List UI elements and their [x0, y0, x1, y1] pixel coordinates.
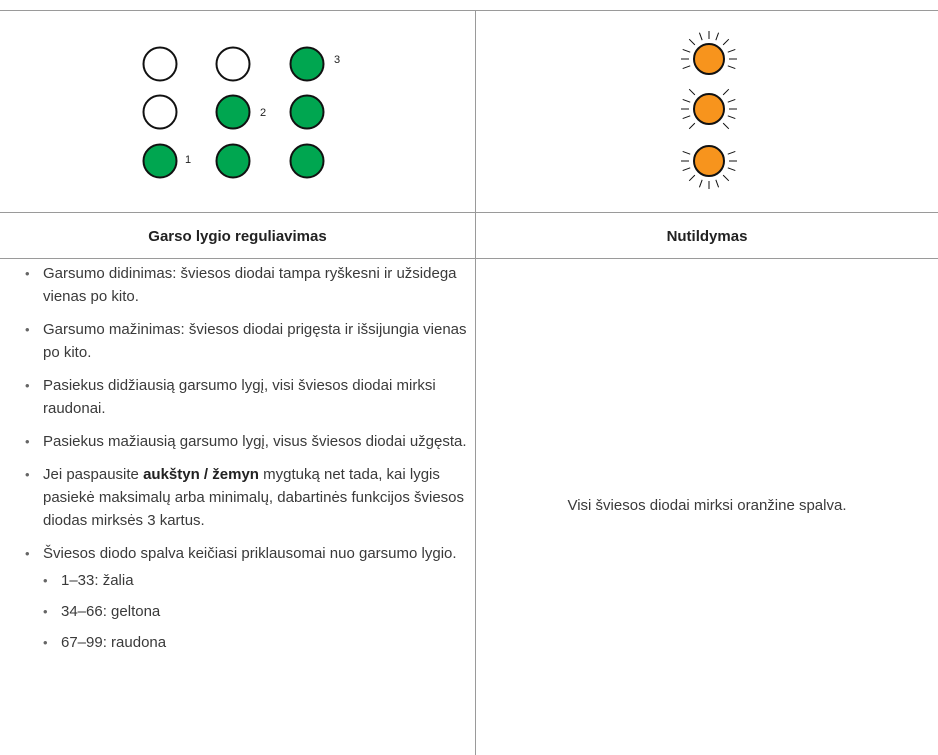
light-ray [689, 89, 695, 95]
light-ray [728, 99, 736, 102]
bullet-text-suffix: mygtuką net tada, kai lygis pasiekė maksimalų arba minimalų, dabartinės funkcijos šviesos diodas mirksės 3 kartus. [43, 466, 465, 529]
bullet-item: • Pasiekus mažiausią garsumo lygį, visus šviesos diodai užgęsta. [25, 430, 475, 453]
led-label-3: 3 [334, 54, 341, 66]
bullet-text-bold: aukštyn / žemyn [143, 466, 259, 483]
bullet-item: • Pasiekus didžiausią garsumo lygį, visi šviesos diodai mirksi raudonai. [25, 374, 475, 420]
led-label-1: 1 [185, 154, 192, 166]
bullet-item [25, 542, 475, 654]
light-ray [683, 66, 691, 69]
light-ray [728, 151, 736, 154]
header-mute: Nutildymas [666, 227, 748, 245]
led-label-2: 2 [260, 107, 267, 119]
volume-led-diagram [0, 11, 475, 212]
light-ray [699, 33, 702, 41]
mute-led-figure [476, 11, 938, 212]
light-ray [723, 89, 729, 95]
bullet-item: • Garsumo mažinimas: šviesos diodai prigęsta ir išsijungia vienas po kito. [25, 318, 475, 364]
bullet-item [25, 463, 475, 532]
header-bottom-border [0, 258, 938, 259]
led-r3c2 [217, 145, 250, 178]
led-r1c1 [144, 48, 177, 81]
bullet-item: • Garsumo didinimas: šviesos diodai tampa ryškesni ir užsidega vienas po kito. [25, 262, 475, 308]
bullet-text-prefix: Jei paspausite [43, 466, 144, 483]
orange-led [694, 44, 724, 74]
light-ray [723, 123, 729, 129]
volume-bullet-list [25, 262, 475, 664]
color-level-list [43, 569, 475, 654]
led-r3c1 [144, 145, 177, 178]
light-ray [699, 180, 702, 188]
led-r3c3 [291, 145, 324, 178]
led-r1c3 [291, 48, 324, 81]
color-level-item: • 67–99: raudona [43, 631, 475, 654]
light-ray [716, 33, 719, 41]
light-ray [683, 49, 691, 52]
light-ray [728, 116, 736, 119]
light-ray [689, 175, 695, 181]
volume-led-figure [0, 11, 475, 212]
color-level-item: • 1–33: žalia [43, 569, 475, 592]
mute-led-diagram [476, 11, 938, 212]
header-top-border [0, 212, 938, 213]
orange-led [694, 146, 724, 176]
led-r1c2 [217, 48, 250, 81]
light-ray [716, 180, 719, 188]
blinking-led-1 [681, 31, 737, 74]
light-ray [723, 175, 729, 181]
blinking-led-3 [681, 146, 737, 189]
light-ray [728, 168, 736, 171]
light-ray [683, 151, 691, 154]
orange-led [694, 94, 724, 124]
blinking-led-2 [681, 89, 737, 129]
light-ray [728, 66, 736, 69]
light-ray [683, 168, 691, 171]
led-r2c3 [291, 96, 324, 129]
led-r2c1 [144, 96, 177, 129]
light-ray [689, 123, 695, 129]
light-ray [728, 49, 736, 52]
color-level-item: • 34–66: geltona [43, 600, 475, 623]
bullet-text: Šviesos diodo spalva keičiasi priklausomai nuo garsumo lygio. [43, 545, 457, 562]
header-volume: Garso lygio reguliavimas [148, 227, 327, 245]
light-ray [689, 39, 695, 45]
mute-description: Visi šviesos diodai mirksi oranžine spalva. [567, 497, 847, 514]
light-ray [723, 39, 729, 45]
led-r2c2 [217, 96, 250, 129]
light-ray [683, 116, 691, 119]
light-ray [683, 99, 691, 102]
